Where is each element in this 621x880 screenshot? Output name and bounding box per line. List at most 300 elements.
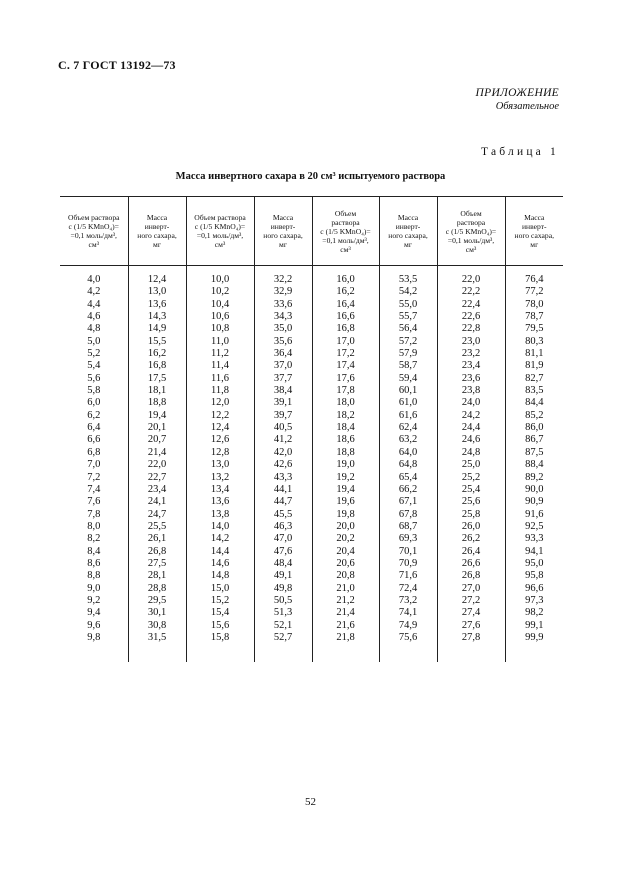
table-row (60, 459, 563, 471)
table-row (60, 558, 563, 570)
column-header-6 (379, 197, 437, 266)
table-cell: 28,1 (128, 570, 186, 582)
table-cell: 51,3 (254, 607, 312, 619)
table-cell: 20,4 (312, 546, 379, 558)
table-cell: 7,6 (87, 496, 101, 508)
table-cell: 4,0 (87, 274, 101, 285)
table-cell: 17,6 (312, 373, 379, 385)
table-cell: 7,8 (87, 508, 101, 520)
table-cell: 14,0 (186, 521, 254, 533)
table-cell: 24,6 (437, 434, 505, 446)
column-header-5 (312, 197, 379, 266)
table-cell: 24,1 (128, 496, 186, 508)
table-cell: 5,8 (87, 385, 101, 397)
table-cell: 14,9 (128, 323, 186, 335)
invert-sugar-table (60, 196, 563, 662)
table-cell: 8,4 (87, 545, 101, 557)
table-row (60, 360, 563, 372)
table-cell: 6,4 (87, 422, 101, 434)
table-cell: 18,0 (312, 397, 379, 409)
table-cell: 10,6 (186, 311, 254, 323)
table-row (60, 397, 563, 409)
table-cell: 54,2 (379, 286, 437, 298)
table-cell: 81,1 (505, 348, 563, 360)
table-cell: 92,5 (505, 521, 563, 533)
table-cell: 9,6 (87, 619, 101, 631)
table-cell: 55,0 (379, 299, 437, 311)
table-cell: 19,2 (312, 472, 379, 484)
table-cell: 70,9 (379, 558, 437, 570)
table-cell: 18,1 (128, 385, 186, 397)
table-cell: 48,4 (254, 558, 312, 570)
table-spacer-cell (379, 644, 437, 662)
table-cell: 4,6 (87, 311, 101, 323)
document-header: С. 7 ГОСТ 13192—73 (58, 58, 176, 72)
table-cell: 49,8 (254, 583, 312, 595)
table-cell: 85,2 (505, 410, 563, 422)
table-cell: 22,7 (128, 472, 186, 484)
column-header-line: раствора (331, 217, 360, 227)
table-row (60, 533, 563, 545)
column-header-line: см³ (88, 240, 99, 249)
table-cell: 19,4 (128, 410, 186, 422)
table-number: Таблица 1 (481, 146, 559, 158)
table-cell: 52,7 (254, 632, 312, 644)
table-cell: 75,6 (379, 632, 437, 644)
table-row (60, 373, 563, 385)
table-row (60, 509, 563, 521)
table-cell: 17,8 (312, 385, 379, 397)
table-cell: 13,6 (128, 299, 186, 311)
table-cell: 94,1 (505, 546, 563, 558)
table-cell: 23,6 (437, 373, 505, 385)
column-header-line: Объем раствора (194, 213, 246, 222)
table-cell: 4,8 (87, 323, 101, 335)
table-cell: 21,8 (312, 632, 379, 644)
table-cell: 98,2 (505, 607, 563, 619)
column-header-line: Объем (460, 208, 482, 218)
table-cell: 57,2 (379, 336, 437, 348)
table-spacer-cell (128, 644, 186, 662)
table-cell: 40,5 (254, 422, 312, 434)
column-header-line: инверт- (270, 222, 296, 231)
table-cell: 30,8 (128, 620, 186, 632)
table-cell: 67,8 (379, 509, 437, 521)
table-spacer-cell (505, 644, 563, 662)
column-header-line: Объем раствора (67, 213, 120, 222)
column-header-4 (254, 197, 312, 266)
table-cell: 18,6 (312, 434, 379, 446)
table-cell: 11,2 (186, 348, 254, 360)
table-cell: 13,8 (186, 509, 254, 521)
table-cell: 35,0 (254, 323, 312, 335)
column-header-line: мг (404, 240, 412, 249)
table-cell: 22,0 (128, 459, 186, 471)
table-cell: 25,5 (128, 521, 186, 533)
table-cell: 16,2 (312, 286, 379, 298)
table-cell: 8,0 (87, 520, 101, 532)
table-cell: 18,8 (312, 447, 379, 459)
table-cell: 69,3 (379, 533, 437, 545)
table-cell: 11,4 (186, 360, 254, 372)
table-cell: 5,4 (87, 360, 101, 372)
table-cell: 21,4 (128, 447, 186, 459)
column-header-line: мг (530, 240, 539, 249)
table-cell: 74,1 (379, 607, 437, 619)
table-cell: 36,4 (254, 348, 312, 360)
table-cell: 24,2 (437, 410, 505, 422)
table-cell: 76,4 (505, 266, 563, 287)
column-header-line: ного сахара, (388, 231, 428, 240)
table-cell: 27,2 (437, 595, 505, 607)
column-header-7 (437, 197, 505, 266)
table-cell: 6,8 (87, 446, 101, 458)
column-header-8 (505, 197, 563, 266)
column-header-line: =0,1 моль/дм³, (322, 235, 369, 245)
table-spacer-cell (186, 644, 254, 662)
table-cell: 73,2 (379, 595, 437, 607)
column-header-2 (128, 197, 186, 266)
table-cell: 10,4 (186, 299, 254, 311)
column-header-line: ного сахара, (263, 231, 303, 240)
table-cell: 66,2 (379, 484, 437, 496)
table-cell: 19,8 (312, 509, 379, 521)
table-cell: 93,3 (505, 533, 563, 545)
table-cell: 21,0 (312, 583, 379, 595)
table-cell: 95,0 (505, 558, 563, 570)
table-cell: 19,6 (312, 496, 379, 508)
table-cell: 50,5 (254, 595, 312, 607)
table-cell: 44,7 (254, 496, 312, 508)
table-cell: 90,9 (505, 496, 563, 508)
table-cell: 12,2 (186, 410, 254, 422)
table-cell: 22,2 (437, 286, 505, 298)
table-cell: 12,0 (186, 397, 254, 409)
table-cell: 13,0 (186, 459, 254, 471)
table-cell: 8,2 (87, 533, 101, 545)
table-cell: 25,2 (437, 472, 505, 484)
table-cell: 15,0 (186, 583, 254, 595)
table-header-row (60, 197, 563, 266)
table-cell: 83,5 (505, 385, 563, 397)
table-cell: 27,4 (437, 607, 505, 619)
table-cell: 26,8 (128, 546, 186, 558)
table-cell: 5,6 (87, 372, 101, 384)
table-cell: 11,6 (186, 373, 254, 385)
table-cell: 26,6 (437, 558, 505, 570)
table-cell: 26,0 (437, 521, 505, 533)
table-row (60, 311, 563, 323)
table-cell: 7,4 (87, 483, 101, 495)
table-cell: 62,4 (379, 422, 437, 434)
table-cell: 25,4 (437, 484, 505, 496)
table-cell: 34,3 (254, 311, 312, 323)
column-header-line: см³ (214, 240, 226, 249)
table-cell: 56,4 (379, 323, 437, 335)
table-cell: 23,4 (128, 484, 186, 496)
column-header-line: см³ (465, 244, 477, 254)
table-cell: 27,0 (437, 583, 505, 595)
table-row (60, 484, 563, 496)
table-cell: 78,0 (505, 299, 563, 311)
table-cell: 30,1 (128, 607, 186, 619)
table-cell: 97,3 (505, 595, 563, 607)
column-header-line: раствора (456, 217, 486, 227)
column-header-line: Масса (146, 213, 168, 222)
table-cell: 13,6 (186, 496, 254, 508)
table-cell: 59,4 (379, 373, 437, 385)
table-cell: 84,4 (505, 397, 563, 409)
table-cell: 41,2 (254, 434, 312, 446)
table-cell: 11,8 (186, 385, 254, 397)
table-cell: 6,0 (87, 397, 101, 409)
table-row (60, 434, 563, 446)
table-cell: 39,1 (254, 397, 312, 409)
table-cell: 33,6 (254, 299, 312, 311)
table-cell: 77,2 (505, 286, 563, 298)
table-cell: 19,0 (312, 459, 379, 471)
table-cell: 15,5 (128, 336, 186, 348)
table-cell: 47,0 (254, 533, 312, 545)
table-cell: 35,6 (254, 336, 312, 348)
table-cell: 10,2 (186, 286, 254, 298)
table-cell: 90,0 (505, 484, 563, 496)
table-cell: 8,8 (87, 570, 101, 582)
table-cell: 27,8 (437, 632, 505, 644)
table-cell: 55,7 (379, 311, 437, 323)
table-cell: 60,1 (379, 385, 437, 397)
table-cell: 26,4 (437, 546, 505, 558)
table-cell: 23,8 (437, 385, 505, 397)
table-cell: 70,1 (379, 546, 437, 558)
table-cell: 27,6 (437, 620, 505, 632)
table-cell: 95,8 (505, 570, 563, 582)
table-cell: 72,4 (379, 583, 437, 595)
column-header-line: Масса (397, 213, 419, 222)
table-cell: 74,9 (379, 620, 437, 632)
column-header-line: =0,1 моль/дм³, (70, 231, 117, 240)
table-cell: 19,4 (312, 484, 379, 496)
table-cell: 89,2 (505, 472, 563, 484)
table-cell: 20,8 (312, 570, 379, 582)
column-header-line: инверт- (144, 222, 170, 231)
table-cell: 44,1 (254, 484, 312, 496)
table-cell: 14,4 (186, 546, 254, 558)
appendix-subtitle: Обязательное (495, 101, 559, 112)
table-cell: 20,2 (312, 533, 379, 545)
table-title: Масса инвертного сахара в 20 см³ испытуемого раствора (175, 171, 446, 182)
column-header-line: мг (279, 240, 287, 249)
table-cell: 15,4 (186, 607, 254, 619)
table-cell: 25,0 (437, 459, 505, 471)
table-cell: 87,5 (505, 447, 563, 459)
table-cell: 13,0 (128, 286, 186, 298)
table-cell: 18,2 (312, 410, 379, 422)
table-cell: 79,5 (505, 323, 563, 335)
table-cell: 9,0 (87, 582, 101, 594)
table-cell: 86,7 (505, 434, 563, 446)
table-cell: 24,0 (437, 397, 505, 409)
table-cell: 25,8 (437, 509, 505, 521)
column-header-3 (186, 197, 254, 266)
table-cell: 24,4 (437, 422, 505, 434)
table-cell: 31,5 (128, 632, 186, 644)
table-row (60, 410, 563, 422)
table-cell: 22,0 (437, 266, 505, 287)
table-row (60, 266, 563, 287)
table-cell: 23,2 (437, 348, 505, 360)
table-cell: 25,6 (437, 496, 505, 508)
table-cell: 28,8 (128, 583, 186, 595)
table-cell: 21,6 (312, 620, 379, 632)
column-header-line: с (1/5 KMnO₄)= (194, 222, 246, 231)
column-header-line: Масса (524, 213, 545, 222)
table-row (60, 546, 563, 558)
table-cell: 20,1 (128, 422, 186, 434)
table-cell: 5,0 (87, 335, 101, 347)
table-cell: 99,1 (505, 620, 563, 632)
table-cell: 22,8 (437, 323, 505, 335)
table-cell: 5,2 (87, 348, 101, 360)
table-cell: 10,8 (186, 323, 254, 335)
table-cell: 21,2 (312, 595, 379, 607)
column-header-line: мг (153, 240, 161, 249)
table-cell: 4,4 (87, 298, 101, 310)
table-row (60, 323, 563, 335)
column-header-line: с (1/5 KMnO₄)= (320, 226, 371, 236)
column-header-line: инверт- (395, 222, 421, 231)
table-cell: 24,8 (437, 447, 505, 459)
table-cell: 18,4 (312, 422, 379, 434)
table-cell: 14,6 (186, 558, 254, 570)
column-header-line: =0,1 моль/дм³, (447, 235, 495, 245)
table-cell: 9,8 (87, 631, 101, 643)
table-cell: 78,7 (505, 311, 563, 323)
table-cell: 14,3 (128, 311, 186, 323)
column-header-1 (60, 197, 128, 266)
table-row (60, 472, 563, 484)
table-cell: 16,0 (312, 266, 379, 287)
table-cell: 80,3 (505, 336, 563, 348)
table-spacer-row (60, 644, 563, 662)
table-cell: 9,4 (87, 607, 101, 619)
table-row (60, 336, 563, 348)
table-spacer-cell (254, 644, 312, 662)
table-spacer-cell (60, 644, 128, 662)
table-row (60, 299, 563, 311)
column-header-line: см³ (340, 244, 351, 254)
table-body (60, 266, 563, 663)
table-cell: 57,9 (379, 348, 437, 360)
table-row (60, 286, 563, 298)
table-cell: 16,8 (312, 323, 379, 335)
table-cell: 47,6 (254, 546, 312, 558)
table-cell: 86,0 (505, 422, 563, 434)
table-cell: 37,7 (254, 373, 312, 385)
table-cell: 82,7 (505, 373, 563, 385)
table-cell: 17,2 (312, 348, 379, 360)
table-spacer-cell (437, 644, 505, 662)
table-cell: 32,9 (254, 286, 312, 298)
table-cell: 13,2 (186, 472, 254, 484)
appendix-title: ПРИЛОЖЕНИЕ (475, 87, 559, 99)
table-row (60, 447, 563, 459)
table-row (60, 595, 563, 607)
column-header-line: =0,1 моль/дм³, (196, 231, 244, 240)
table-cell: 14,2 (186, 533, 254, 545)
column-header-line: с (1/5 KMnO₄)= (445, 226, 497, 236)
table-cell: 65,4 (379, 472, 437, 484)
table-cell: 20,6 (312, 558, 379, 570)
table-cell: 15,2 (186, 595, 254, 607)
page-number: 52 (305, 796, 316, 808)
table-cell: 43,3 (254, 472, 312, 484)
table-row (60, 521, 563, 533)
table-cell: 16,4 (312, 299, 379, 311)
table-cell: 6,2 (87, 409, 101, 421)
table-row (60, 632, 563, 644)
table-cell: 10,0 (186, 266, 254, 287)
table-cell: 52,1 (254, 620, 312, 632)
table-cell: 29,5 (128, 595, 186, 607)
table-cell: 49,1 (254, 570, 312, 582)
table-cell: 18,8 (128, 397, 186, 409)
table-row (60, 583, 563, 595)
column-header-line: с (1/5 KMnO₄)= (68, 222, 119, 231)
table-cell: 15,6 (186, 620, 254, 632)
table-cell: 4,2 (87, 286, 101, 298)
table-cell: 58,7 (379, 360, 437, 372)
table-cell: 26,1 (128, 533, 186, 545)
table-cell: 9,2 (87, 594, 101, 606)
table-cell: 96,6 (505, 583, 563, 595)
table-cell: 11,0 (186, 336, 254, 348)
table-cell: 53,5 (379, 266, 437, 287)
table-cell: 46,3 (254, 521, 312, 533)
table-cell: 7,2 (87, 471, 101, 483)
table-cell: 8,6 (87, 557, 101, 569)
column-header-line: ного сахара, (514, 231, 554, 240)
column-header-line: Объем (334, 208, 357, 218)
table-cell: 99,9 (505, 632, 563, 644)
table-cell: 81,9 (505, 360, 563, 372)
table-cell: 64,0 (379, 447, 437, 459)
table-cell: 16,2 (128, 348, 186, 360)
table-cell: 64,8 (379, 459, 437, 471)
column-header-line: Масса (272, 213, 294, 222)
table-cell: 12,6 (186, 434, 254, 446)
table-row (60, 620, 563, 632)
table-row (60, 607, 563, 619)
appendix-label (476, 86, 559, 114)
table-cell: 7,0 (87, 459, 101, 471)
table-cell: 26,2 (437, 533, 505, 545)
table-cell: 37,0 (254, 360, 312, 372)
table-cell: 13,4 (186, 484, 254, 496)
table-cell: 42,0 (254, 447, 312, 459)
table-cell: 14,8 (186, 570, 254, 582)
table-cell: 88,4 (505, 459, 563, 471)
table-cell: 22,4 (437, 299, 505, 311)
table-cell: 71,6 (379, 570, 437, 582)
table-cell: 17,4 (312, 360, 379, 372)
table-cell: 27,5 (128, 558, 186, 570)
table-row (60, 385, 563, 397)
table-cell: 17,5 (128, 373, 186, 385)
table-cell: 20,7 (128, 434, 186, 446)
table-row (60, 422, 563, 434)
table-cell: 20,0 (312, 521, 379, 533)
